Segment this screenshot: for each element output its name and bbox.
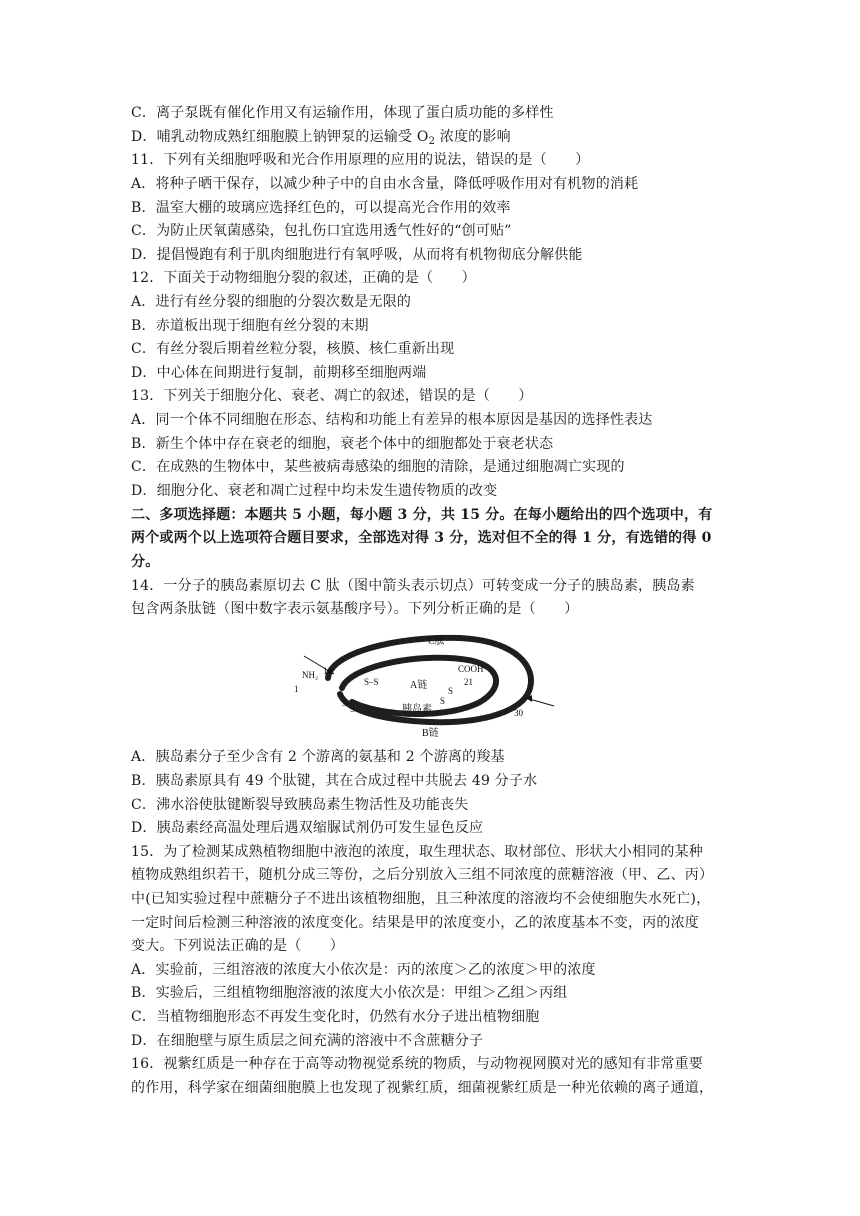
q15-option-a: A．实验前，三组溶液的浓度大小依次是：丙的浓度＞乙的浓度＞甲的浓度 [131,962,596,978]
q13-option-c: C．在成熟的生物体中，某些被病毒感染的细胞的清除，是通过细胞凋亡实现的 [131,459,625,475]
proinsulin-diagram [290,626,562,748]
q14-stem-cont: 包含两条肽链（图中数字表示氨基酸序号）。下列分析正确的是（ ） [131,601,579,617]
q11-option-d: D．提倡慢跑有利于肌肉细胞进行有氧呼吸，从而将有机物彻底分解供能 [131,247,583,263]
section-2-heading: 二、多项选择题：本题共 5 小题，每小题 3 分，共 15 分。在每小题给出的四个选项中，有 [131,507,713,523]
q10-option-d: D．哺乳动物成熟红细胞膜上钠钾泵的运输受 $O_2$ 浓度的影响 [131,129,511,147]
disulfide-s-3: S [448,686,454,696]
num-1-b-chain: 1 [294,684,299,694]
q15-option-c: C．当植物细胞形态不再发生变化时，仍然有水分子进出植物细胞 [131,1009,540,1025]
q11-option-b: B．温室大棚的玻璃应选择红色的，可以提高光合作用的效率 [131,200,511,216]
cooh-label: COOH [458,664,484,674]
q14-option-c: C．沸水浴使肽键断裂导致胰岛素生物活性及功能丧失 [131,797,469,813]
q15-stem-4: 一定时间后检测三种溶液的浓度变化。结果是甲的浓度变小，乙的浓度基本不变，丙的浓度 [131,915,699,931]
q15-stem-2: 植物成熟组织若干，随机分成三等份，之后分别放入三组不同浓度的蔗糖溶液（甲、乙、丙） [131,867,714,883]
q16-stem-1: 16．视紫红质是一种存在于高等动物视觉系统的物质，与动物视网膜对光的感知有非常重要 [131,1056,704,1072]
b-chain-label: B链 [422,728,439,739]
q13-option-b: B．新生个体中存在衰老的细胞，衰老个体中的细胞都处于衰老状态 [131,436,554,452]
section-2-instructions-end: 分。 [131,554,160,570]
q12-option-d: D．中心体在间期进行复制，前期移至细胞两端 [131,365,427,381]
q13-option-a: A．同一个体不同细胞在形态、结构和功能上有差异的根本原因是基因的选择性表达 [131,412,653,428]
q12-option-c: C．有丝分裂后期着丝粒分裂，核膜、核仁重新出现 [131,341,455,357]
q15-option-d: D．在细胞壁与原生质层之间充满的溶液中不含蔗糖分子 [131,1033,484,1049]
disulfide-s-2: S [350,704,356,714]
q14-option-d: D．胰岛素经高温处理后遇双缩脲试剂仍可发生显色反应 [131,820,484,836]
num-21: 21 [464,677,473,687]
q15-stem-3: 中(已知实验过程中蔗糖分子不进出该植物细胞，且三种浓度的溶液均不会使细胞失水死亡)， [131,891,711,907]
q14-option-b: B．胰岛素原具有 49 个肽键，其在合成过程中共脱去 49 分子水 [131,773,538,789]
q16-stem-2: 的作用，科学家在细菌细胞膜上也发现了视紫红质，细菌视紫红质是一种光依赖的离子通道， [131,1080,714,1096]
q10-option-c: C．离子泵既有催化作用又有运输作用，体现了蛋白质功能的多样性 [131,105,554,121]
q14-option-a: A．胰岛素分子至少含有 2 个游离的氨基和 2 个游离的羧基 [131,749,505,765]
a-chain-label: A链 [410,680,428,691]
q13-stem: 13．下列关于细胞分化、衰老、凋亡的叙述，错误的是（ ） [131,388,533,404]
nh2-label: NH₂ [302,670,319,680]
num-1-a-chain: 1 [323,666,328,676]
disulfide-s-4: S [440,696,446,706]
q11-option-a: A．将种子晒干保存，以减少种子中的自由水含量，降低呼吸作用对有机物的消耗 [131,176,639,192]
q11-option-c: C．为防止厌氧菌感染，包扎伤口宜选用透气性好的“创可贴” [131,223,512,239]
disulfide-bond-1: S–S [364,677,379,687]
q14-stem: 14．一分子的胰岛素原切去 C 肽（图中箭头表示切点）可转变成一分子的胰岛素，胰岛素 [131,578,695,594]
disulfide-s-1: S [342,698,348,708]
q12-stem: 12．下面关于动物细胞分裂的叙述，正确的是（ ） [131,270,476,286]
q11-stem: 11．下列有关细胞呼吸和光合作用原理的应用的说法，错误的是（ ） [131,152,590,168]
section-2-instructions: 两个或两个以上选项符合题目要求，全部选对得 3 分，选对但不全的得 1 分，有选错的得 0 [131,530,712,546]
insulin-label: 胰岛素 [402,704,432,715]
q12-option-b: B．赤道板出现于细胞有丝分裂的末期 [131,318,369,334]
q15-stem-5: 变大。下列说法正确的是（ ） [131,938,344,954]
q15-option-b: B．实验后，三组植物细胞溶液的浓度大小依次是：甲组＞乙组＞丙组 [131,985,568,1001]
num-30: 30 [514,708,523,718]
q15-stem-1: 15．为了检测某成熟植物细胞中液泡的浓度，取生理状态、取材部位、形状大小相同的某种 [131,844,704,860]
q13-option-d: D．细胞分化、衰老和凋亡过程中均未发生遗传物质的改变 [131,483,498,499]
c-peptide-label: C肽 [428,636,445,647]
q12-option-a: A．进行有丝分裂的细胞的分裂次数是无限的 [131,294,412,310]
